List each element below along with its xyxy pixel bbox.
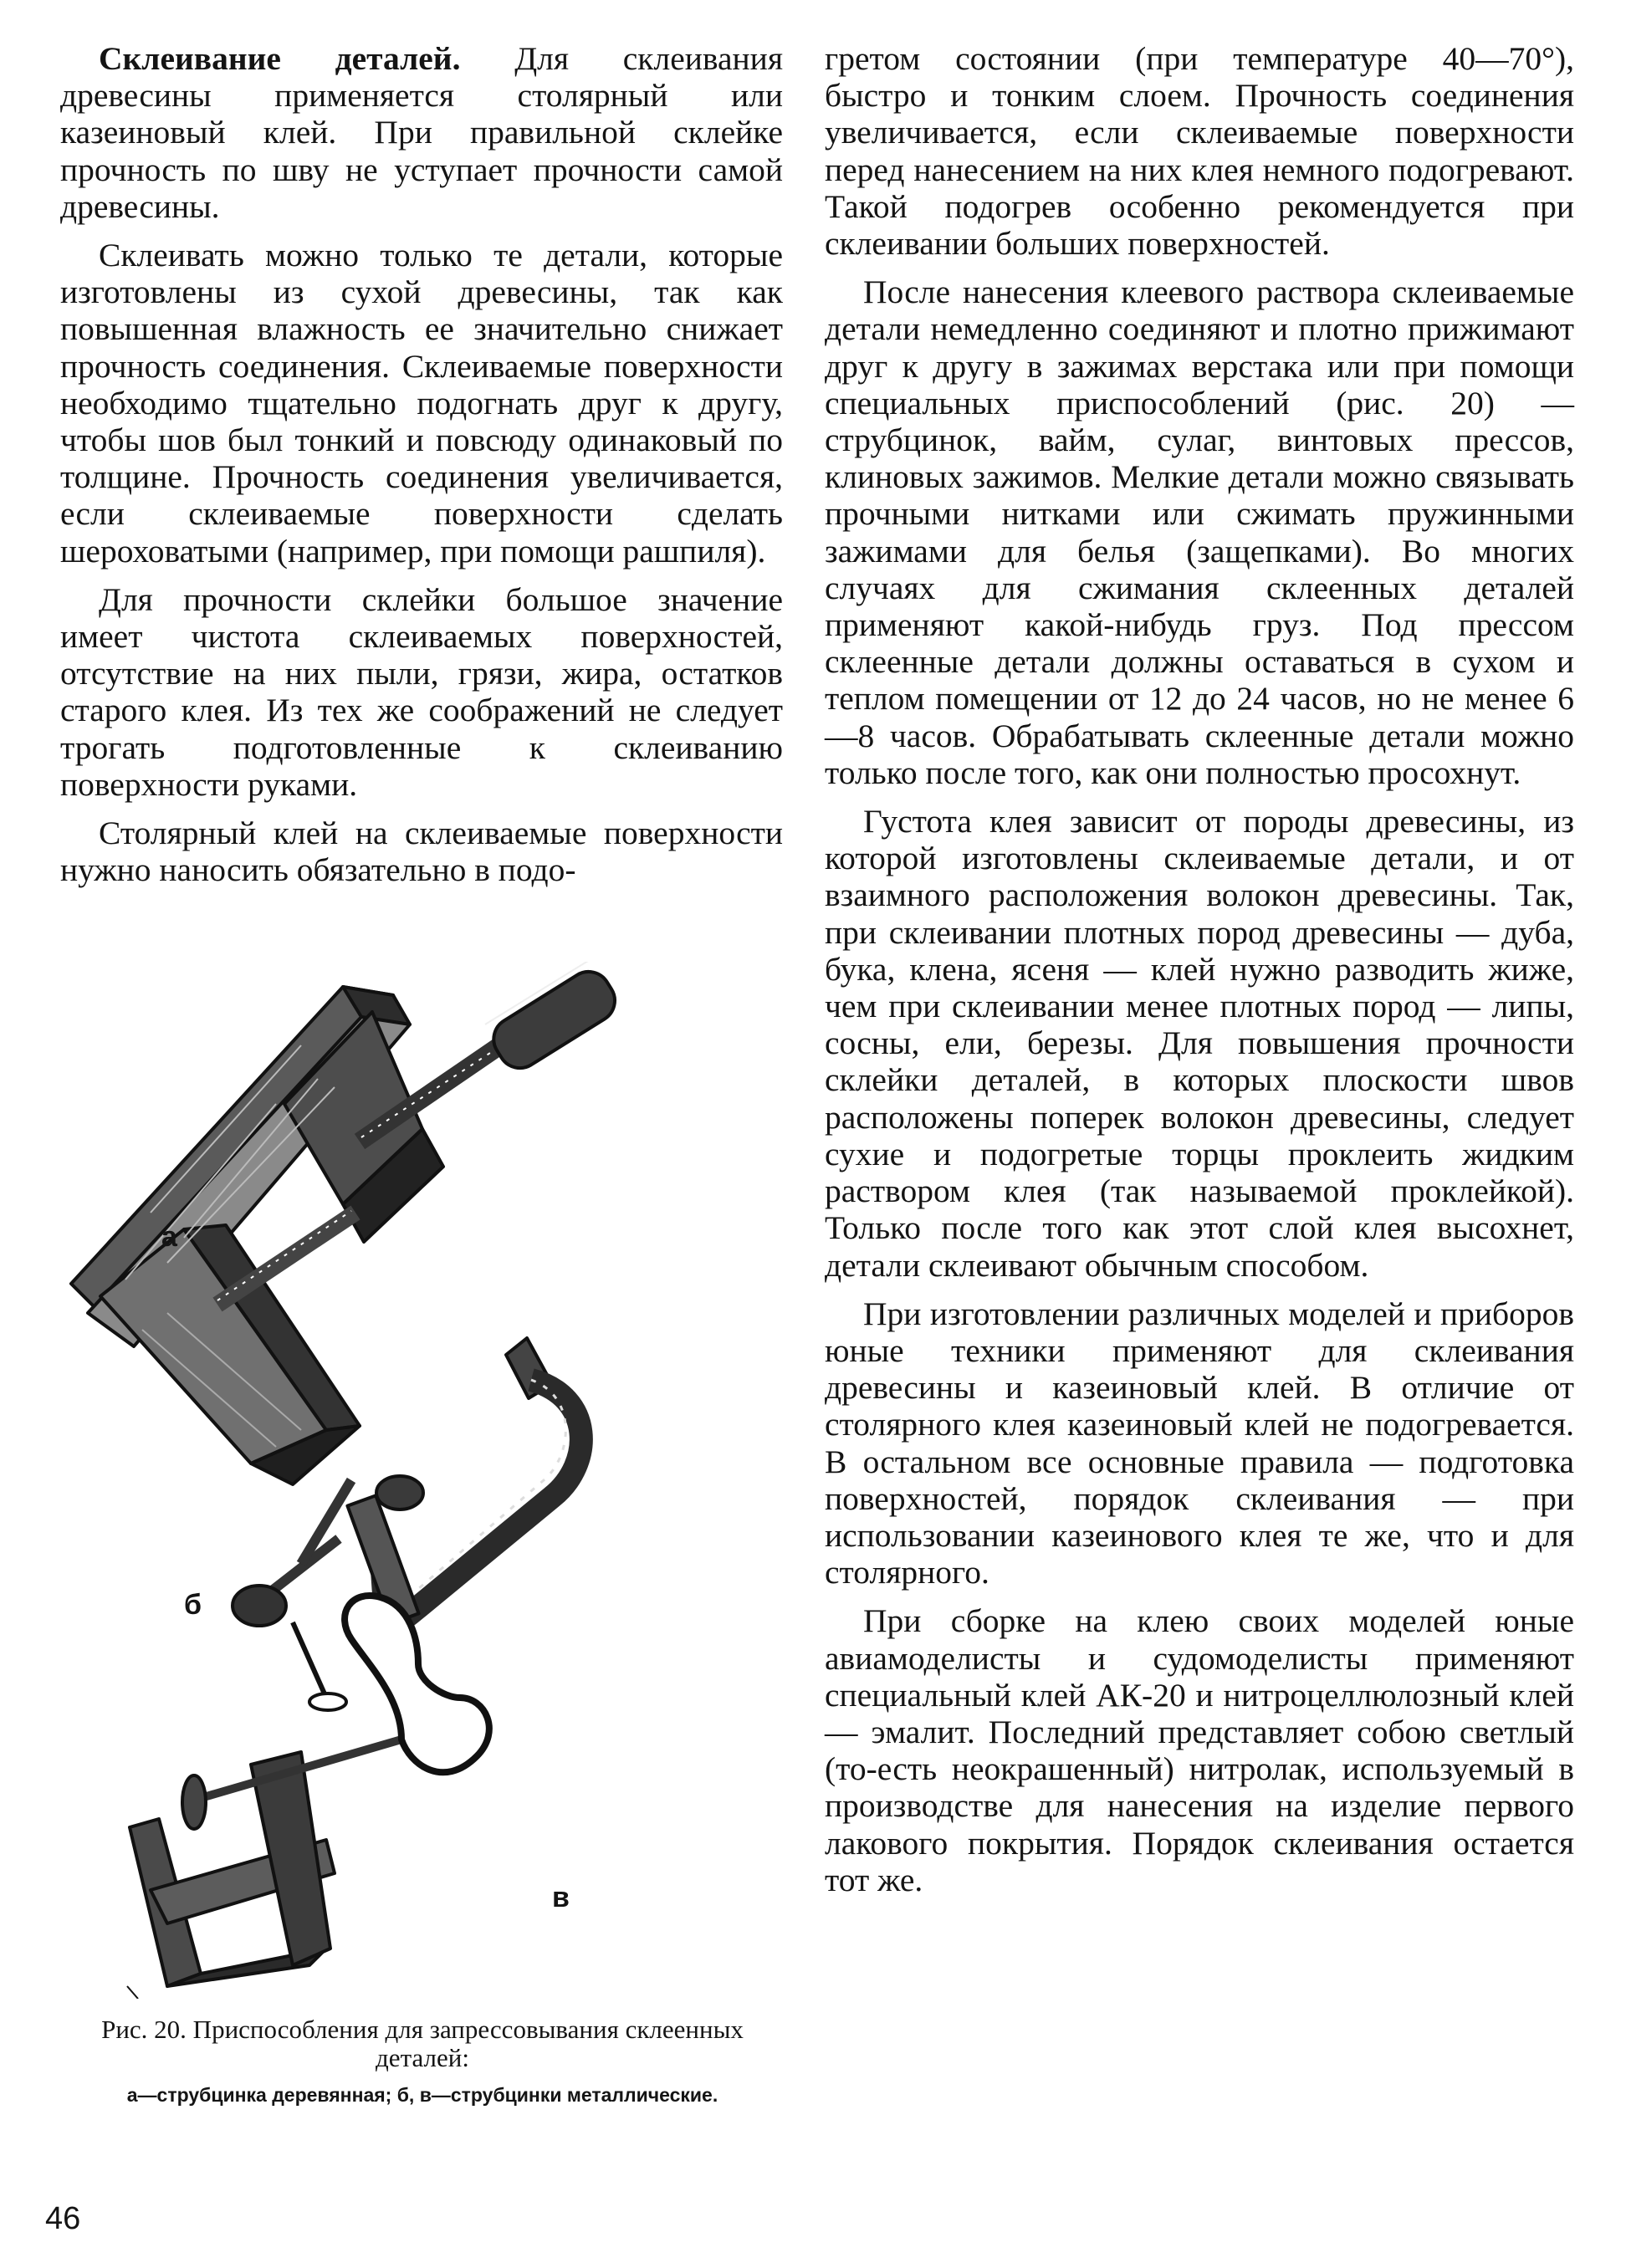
figure-caption (92, 2015, 753, 2106)
paragraph-apply-glue: Столярный клей на склеиваемые поверхности нужно наносить обязательно в подо- (60, 815, 783, 889)
left-column (60, 40, 783, 900)
figure-label-v: в (552, 1882, 570, 1913)
paragraph-glue-density: Густота клея зависит от породы древесины, из которой изготовлены склеиваемые детали, и от взаимного расположения волокон древесины. Так, при склеивании плотных пород древесины — дуба, бука, клена, ясеня — клей нужно разводить жиже, чем при склеивании менее плотных пород — липы, сосны, ели, березы. Для повышения прочности склейки деталей, в которых плоскости швов расположены поперек волокон древесины, следует сухие и подогретые торцы проклеить жидким раствором клея (так называемой проклейкой). Только после того как этот слой клея высохнет, детали склеивают обычным способом. (825, 803, 1574, 1284)
wooden-clamp-drawing (71, 962, 627, 1484)
paragraph-model-glue: При сборке на клею своих моделей юные авиамоделисты и судомоделисты применяют специальный клей АК-20 и нитроцеллюлозный клей — эмалит. Последний представляет собою светлый (то-есть неокрашенный) нитролак, используемый в производстве для нанесения на изделие первого лакового покрытия. Порядок склеивания остается тот же. (825, 1602, 1574, 1898)
figure-clamps (50, 962, 786, 1999)
paragraph-dry-wood: Склеивать можно только те детали, которые изготовлены из сухой древесины, так как повышенная влажность ее значительно снижает прочность соединения. Склеиваемые поверхности необходимо тщательно подогнать друг к другу, чтобы шов был тонкий и повсюду одинаковый по толщине. Прочность соединения увеличивается, если склеиваемые поверхности сделать шероховатыми (например, при помощи рашпиля). (60, 237, 783, 570)
paragraph-heated-state: гретом состоянии (при температуре 40—70°), быстро и тонким слоем. Прочность соединения увеличивается, если склеиваемые поверхности перед нанесением на них клея немного подогревают. Такой подогрев особенно рекомендуется при склеивании больших поверхностей. (825, 40, 1574, 263)
paragraph-casein-glue: При изготовлении различных моделей и приборов юные техники применяют для склеивания древесины и казеиновый клей. В отличие от столярного клея казеиновый клей не подогревается. В остальном все основные правила — подготовка поверхностей, порядок склеивания — при использовании казеинового клея те же, что и для столярного. (825, 1295, 1574, 1591)
page-number: 46 (45, 2201, 81, 2236)
right-column (825, 40, 1574, 1910)
caption-legend: а—струбцинка деревянная; б, в—струбцинки металлические. (126, 2084, 718, 2106)
figure-label-a: а (161, 1221, 177, 1253)
paragraph-text: Для склеивания древесины применяется столярный или казеиновый клей. При правильной склейке прочность по шву не уступает прочности самой древесины. (60, 40, 783, 225)
caption-title: Рис. 20. Приспособления для запрессовывания склеенных деталей: (101, 2015, 744, 2072)
figure-label-b: б (184, 1589, 202, 1621)
clamps-illustration (50, 962, 786, 1999)
paragraph-cleanliness: Для прочности склейки большое значение имеет чистота склеиваемых поверхностей, отсутствие на них пыли, грязи, жира, остатков старого клея. Из тех же соображений не следует трогать подготовленные к склеиванию поверхности руками. (60, 580, 783, 803)
paragraph-pressing: После нанесения клеевого раствора склеиваемые детали немедленно соединяют и плотно прижимают друг к другу в зажимах верстака или при помощи специальных приспособлений (рис. 20) — струбцинок, вайм, сулаг, винтовых прессов, клиновых зажимов. Мелкие детали можно связывать прочными нитками или сжимать пружинными зажимами для белья (защепками). Во многих случаях для сжимания склеенных деталей применяют какой-нибудь груз. Под прессом склеенные детали должны оставаться в сухом и теплом помещении от 12 до 24 часов, но не менее 6—8 часов. Обрабатывать склеенные детали можно только после того, как они полностью просохнут. (825, 273, 1574, 791)
section-heading: Склеивание деталей. (99, 40, 461, 77)
paragraph-gluing-intro (60, 40, 783, 225)
